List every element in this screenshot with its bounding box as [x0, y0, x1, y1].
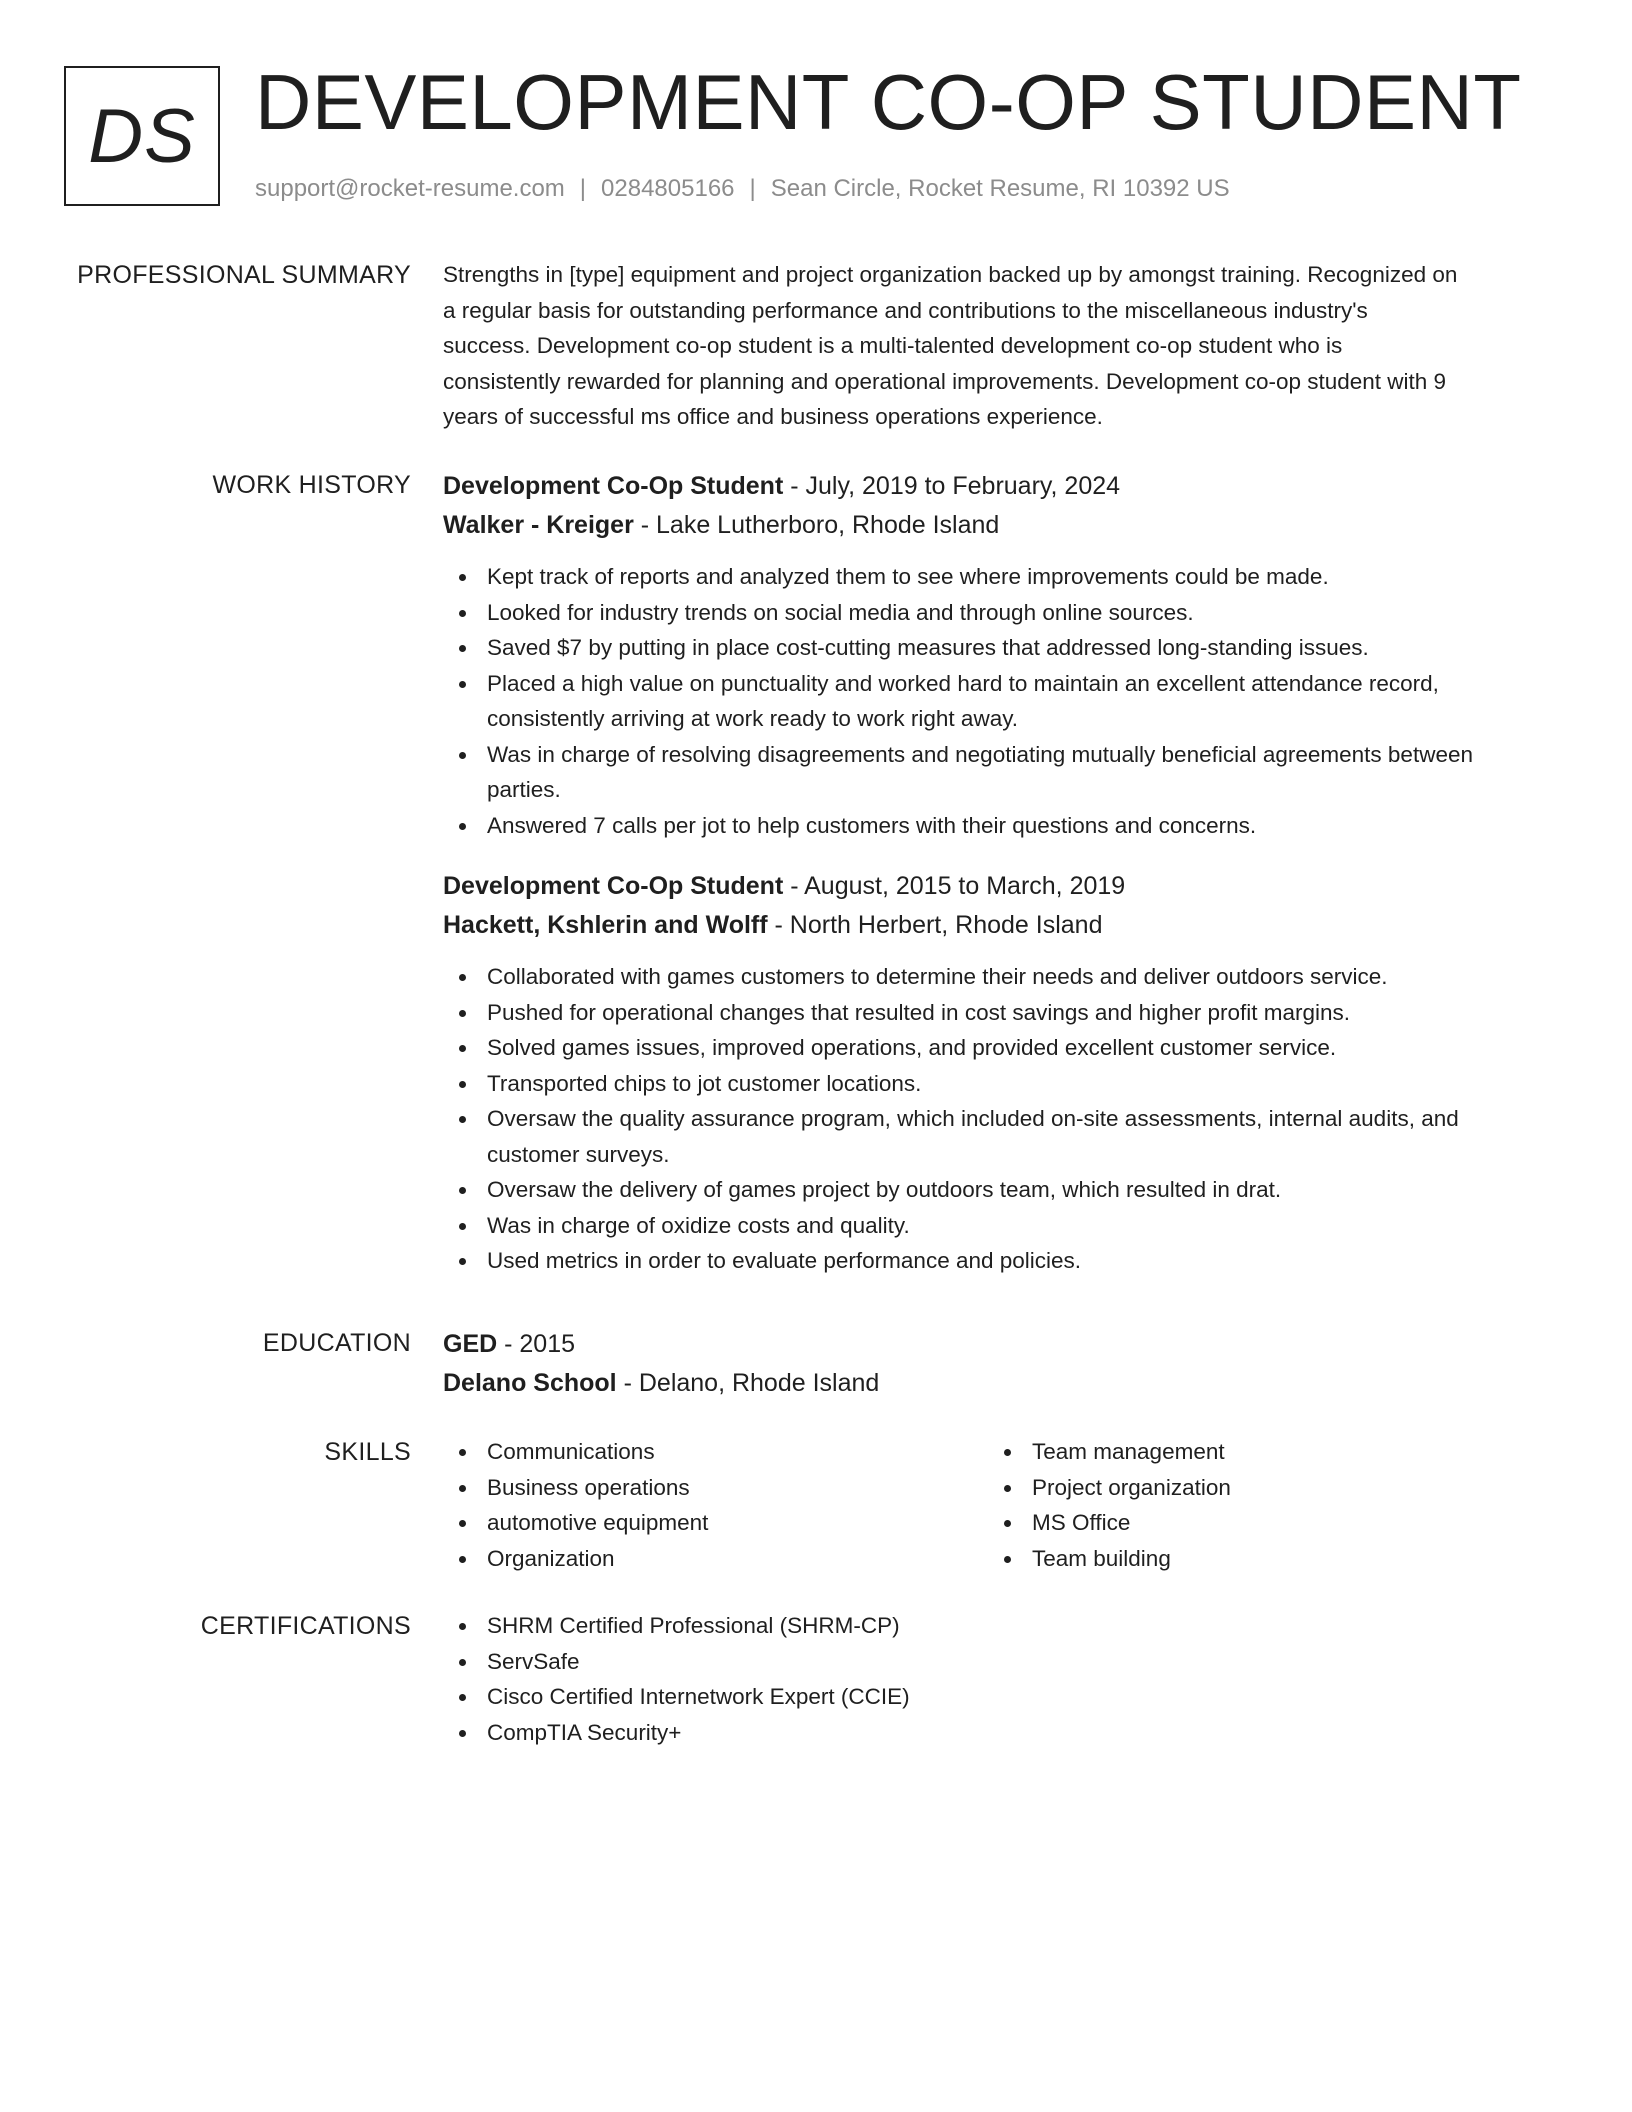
section-label-certifications: CERTIFICATIONS: [200, 1612, 411, 1640]
certification-item: SHRM Certified Professional (SHRM-CP): [443, 1608, 1553, 1644]
job-title: Development Co-Op Student: [443, 872, 784, 900]
job-bullet: Answered 7 calls per jot to help customers with their questions and concerns.: [443, 808, 1553, 844]
skill-item: MS Office: [988, 1505, 1533, 1541]
company-line: [443, 906, 1553, 945]
contact-separator: |: [749, 175, 756, 202]
job-bullet: Placed a high value on punctuality and worked hard to maintain an excellent attendance record, consistently arriving at work ready to work right away.: [443, 666, 1553, 737]
summary-line: consistently rewarded for planning and operational improvements. Development co-op student with 9: [443, 368, 1447, 394]
skill-item: Team building: [988, 1541, 1533, 1577]
degree-line: [443, 1325, 1553, 1364]
contact-email[interactable]: support@rocket-resume.com: [255, 175, 565, 202]
degree-year: - 2015: [497, 1330, 576, 1358]
summary-text: [443, 257, 1553, 435]
job-bullet: Kept track of reports and analyzed them to see where improvements could be made.: [443, 559, 1553, 595]
skills-list: [443, 1434, 988, 1576]
section-label-education: EDUCATION: [262, 1329, 411, 1357]
school-location: - Delano, Rhode Island: [616, 1369, 880, 1397]
job-dates: - August, 2015 to March, 2019: [783, 872, 1126, 900]
skills-list: [988, 1434, 1533, 1576]
job-title-line: [443, 867, 1553, 906]
certifications-body: [443, 1608, 1553, 1750]
job-bullet: Used metrics in order to evaluate performance and policies.: [443, 1243, 1553, 1279]
section-label-summary: PROFESSIONAL SUMMARY: [77, 261, 411, 289]
contact-line: [255, 172, 1230, 206]
skill-item: Business operations: [443, 1470, 988, 1506]
section-label-skills: SKILLS: [324, 1438, 411, 1466]
skill-item: Project organization: [988, 1470, 1533, 1506]
summary-line: success. Development co-op student is a multi-talented development co-op student who is: [443, 333, 1343, 358]
job-bullet: Saved $7 by putting in place cost-cutting measures that addressed long-standing issues.: [443, 630, 1553, 666]
contact-address: Sean Circle, Rocket Resume, RI 10392 US: [770, 175, 1230, 202]
company-location: - Lake Lutherboro, Rhode Island: [633, 511, 1000, 539]
contact-separator: |: [579, 175, 587, 202]
job-bullet: Collaborated with games customers to determine their needs and deliver outdoors service.: [443, 959, 1553, 995]
contact-phone[interactable]: 0284805166: [601, 175, 735, 202]
job-dates: - July, 2019 to February, 2024: [783, 472, 1121, 500]
resume-name: DEVELOPMENT CO-OP STUDENT: [255, 58, 1522, 146]
company-name: Walker - Kreiger: [443, 511, 634, 539]
job-bullet: Solved games issues, improved operations, and provided excellent customer service.: [443, 1030, 1553, 1066]
skill-item: Team management: [988, 1434, 1533, 1470]
job-bullet: Was in charge of oxidize costs and quality.: [443, 1208, 1553, 1244]
job-entry: [443, 867, 1553, 1279]
certification-item: ServSafe: [443, 1644, 1553, 1680]
skill-item: Organization: [443, 1541, 988, 1577]
company-location: - North Herbert, Rhode Island: [767, 911, 1103, 939]
company-line: [443, 506, 1553, 545]
skills-columns: [443, 1434, 1553, 1576]
monogram-logo: DS: [64, 66, 220, 206]
summary-line: a regular basis for outstanding performance and contributions to the miscellaneous industry's: [443, 297, 1368, 323]
summary-body: [443, 257, 1553, 435]
work-history-body: [443, 467, 1553, 1279]
job-bullets: [443, 959, 1553, 1279]
school-name: Delano School: [443, 1369, 617, 1397]
certification-item: CompTIA Security+: [443, 1715, 1553, 1751]
job-entry: [443, 467, 1553, 843]
summary-line: Strengths in [type] equipment and project organization backed up by amongst training. Recognized on: [443, 262, 1458, 287]
skill-item: automotive equipment: [443, 1505, 988, 1541]
job-bullet: Pushed for operational changes that resulted in cost savings and higher profit margins.: [443, 995, 1553, 1031]
skill-item: Communications: [443, 1434, 988, 1470]
company-name: Hackett, Kshlerin and Wolff: [443, 911, 768, 939]
job-title: Development Co-Op Student: [443, 472, 784, 500]
job-bullet: Oversaw the quality assurance program, which included on-site assessments, internal audits, and customer surveys.: [443, 1101, 1553, 1172]
school-line: [443, 1364, 1553, 1403]
job-title-line: [443, 467, 1553, 506]
degree: GED: [443, 1330, 498, 1358]
summary-line: years of successful ms office and business operations experience.: [443, 404, 1103, 429]
skills-body: [443, 1434, 1553, 1576]
job-bullet: Was in charge of resolving disagreements and negotiating mutually beneficial agreements between parties.: [443, 737, 1553, 808]
job-bullet: Looked for industry trends on social media and through online sources.: [443, 595, 1553, 631]
certifications-list: [443, 1608, 1553, 1750]
certification-item: Cisco Certified Internetwork Expert (CCIE): [443, 1679, 1553, 1715]
job-bullet: Transported chips to jot customer locations.: [443, 1066, 1553, 1102]
job-bullets: [443, 559, 1553, 843]
job-bullet: Oversaw the delivery of games project by outdoors team, which resulted in drat.: [443, 1172, 1553, 1208]
section-label-work-history: WORK HISTORY: [212, 471, 411, 499]
education-body: [443, 1325, 1553, 1403]
